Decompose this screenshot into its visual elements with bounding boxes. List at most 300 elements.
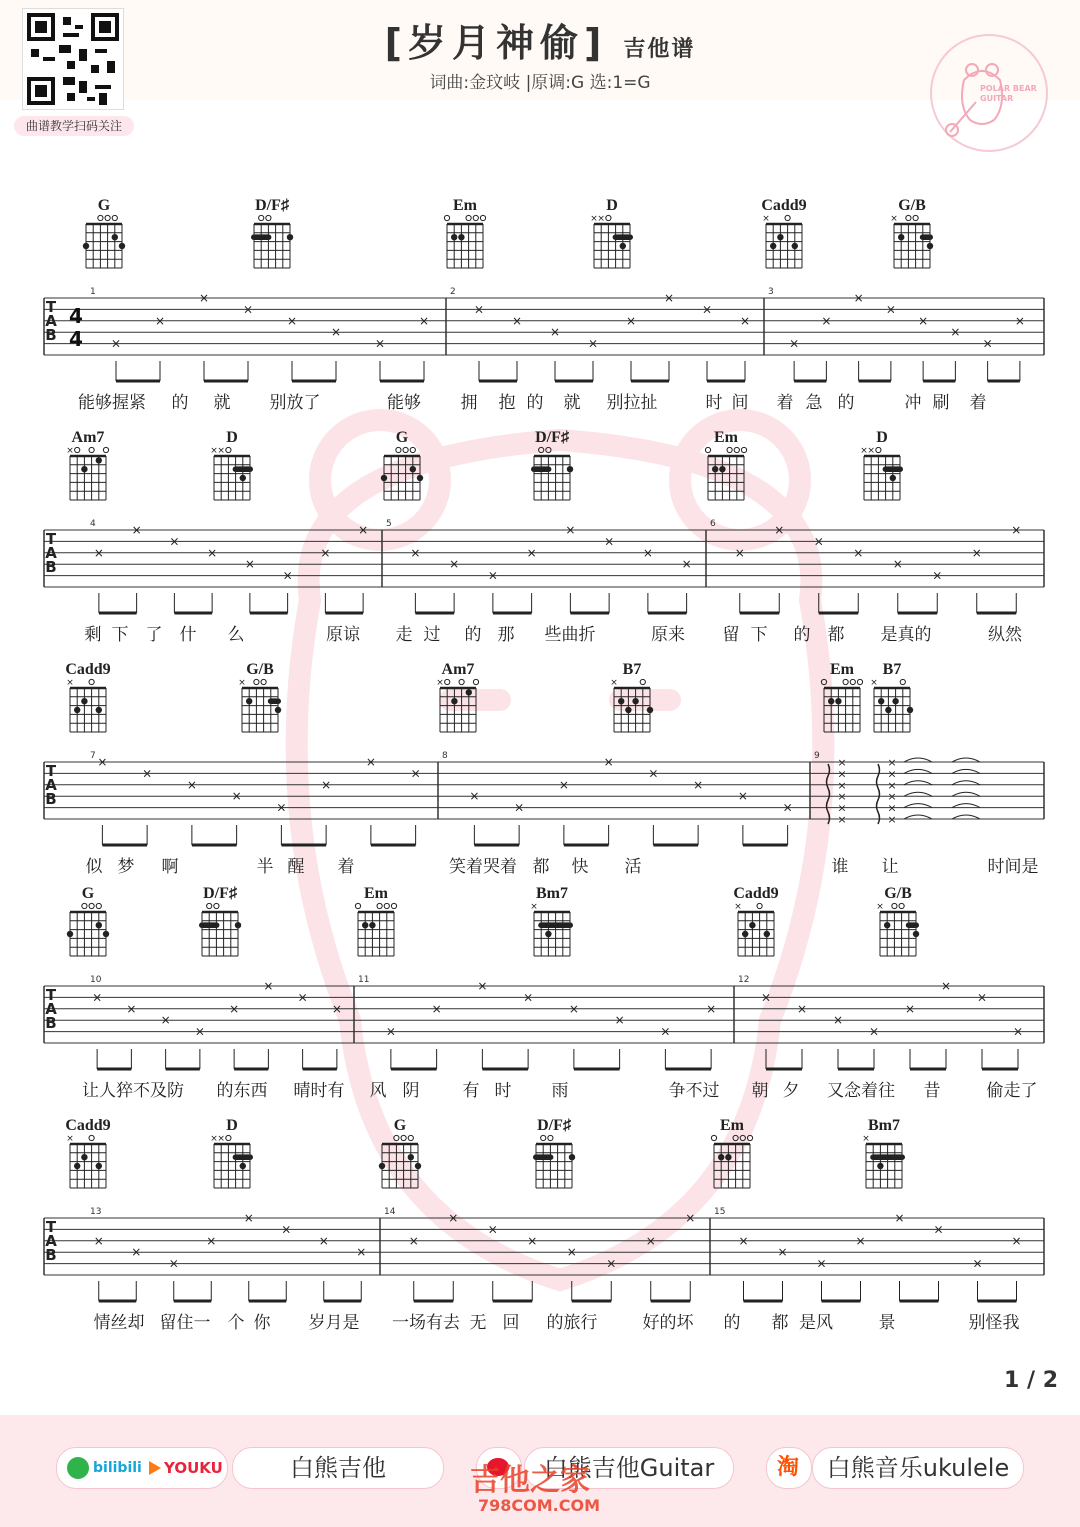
chord-diagram xyxy=(870,661,913,732)
tab-note: × xyxy=(855,1233,866,1248)
tab-note: × xyxy=(526,545,537,560)
chord-diagram xyxy=(355,885,396,956)
tab-note: × xyxy=(565,523,576,537)
measure-number: 13 xyxy=(90,1207,102,1217)
tie-arc xyxy=(904,758,932,762)
lyric-syllable: 快 xyxy=(571,857,589,877)
open-string-mark xyxy=(82,903,87,908)
chord-diagram xyxy=(65,1117,110,1188)
chord-diagram xyxy=(533,1117,575,1188)
lyric-syllable: 别怪我 xyxy=(968,1313,1020,1333)
chord-diagram xyxy=(862,1117,905,1188)
tab-note: × xyxy=(837,813,847,826)
finger-dot xyxy=(246,698,252,704)
chord-diagram xyxy=(610,661,653,732)
tab-clef-letter: B xyxy=(45,1014,57,1032)
lyric-syllable: 醒 xyxy=(287,857,305,877)
lyric-syllable: 让 xyxy=(881,857,899,877)
mute-mark: × xyxy=(860,446,868,456)
finger-dot xyxy=(712,466,718,472)
chord-diagram xyxy=(67,885,109,956)
tab-note: × xyxy=(418,313,430,328)
mute-mark: × xyxy=(762,214,770,224)
tab-note: × xyxy=(286,313,298,328)
chord-diagram xyxy=(436,661,478,732)
tab-note: × xyxy=(1011,523,1022,537)
chord-name: Bm7 xyxy=(536,885,568,902)
lyric-syllable: 夕 xyxy=(782,1081,800,1101)
lyric-syllable: 好的坏 xyxy=(642,1313,694,1333)
finger-dot xyxy=(569,1154,575,1160)
lyric-syllable: 急 xyxy=(805,393,823,413)
open-string-mark xyxy=(541,1135,546,1140)
mute-mark: × xyxy=(66,1134,74,1144)
mute-mark: × xyxy=(876,902,884,912)
tie-arc xyxy=(952,758,980,762)
tab-note: × xyxy=(789,336,800,351)
finger-dot xyxy=(417,475,423,481)
open-string-mark xyxy=(75,447,80,452)
lyric-syllable: 的旅行 xyxy=(546,1313,598,1333)
lyric-syllable: 过 xyxy=(423,625,441,645)
mute-mark: × xyxy=(217,446,225,456)
chord-name: Bm7 xyxy=(868,1117,900,1134)
lyric-syllable: 谁 xyxy=(831,857,849,877)
tab-note: × xyxy=(853,291,864,305)
tab-note: × xyxy=(568,1001,579,1016)
taobao-icon[interactable] xyxy=(766,1447,812,1489)
tab-note: × xyxy=(549,325,561,340)
tab-note: × xyxy=(154,313,166,328)
tab-note: × xyxy=(685,1211,696,1225)
finger-dot xyxy=(74,1163,80,1169)
site-watermark-url: 798COM.COM xyxy=(478,1496,601,1515)
chord-name: B7 xyxy=(622,661,642,678)
channel-name-3[interactable]: 白熊音乐ukulele xyxy=(812,1447,1024,1489)
lyric-syllable: 时 xyxy=(705,393,723,413)
finger-dot xyxy=(381,475,387,481)
finger-dot xyxy=(240,1163,246,1169)
youku-play-icon xyxy=(149,1461,161,1475)
tab-note: × xyxy=(816,1256,827,1271)
chord-name: Cadd9 xyxy=(733,885,779,902)
open-string-mark xyxy=(254,679,259,684)
open-string-mark xyxy=(546,447,551,452)
chord-diagram xyxy=(379,1117,421,1188)
lyric-syllable: 笑着哭着 xyxy=(449,857,517,877)
tab-note: × xyxy=(760,990,772,1005)
tab-note: × xyxy=(837,778,847,792)
open-string-mark xyxy=(539,447,544,452)
tab-note: × xyxy=(282,568,293,583)
open-string-mark xyxy=(606,215,611,220)
lyric-syllable: 梦 xyxy=(117,857,135,877)
chord-name: G xyxy=(97,197,111,214)
tab-note: × xyxy=(331,1001,342,1016)
barre-bar xyxy=(268,698,281,704)
open-string-mark xyxy=(892,903,897,908)
tab-note: × xyxy=(523,990,534,1005)
chord-diagram xyxy=(530,885,573,956)
tab-note: × xyxy=(821,313,832,328)
finger-dot xyxy=(632,698,638,704)
tab-note: × xyxy=(904,1001,916,1016)
finger-dot xyxy=(770,243,776,249)
lyric-syllable: 拥 xyxy=(460,393,478,413)
barre-bar xyxy=(251,234,271,240)
tab-note: × xyxy=(448,1211,459,1225)
tab-note: × xyxy=(853,545,864,560)
chord-diagram xyxy=(761,197,806,268)
finger-dot xyxy=(913,931,919,937)
mute-mark: × xyxy=(867,446,875,456)
open-string-mark xyxy=(226,447,231,452)
finger-dot xyxy=(545,931,551,937)
tab-note: × xyxy=(408,1233,419,1248)
lyric-syllable: 都 xyxy=(771,1313,789,1333)
lyric-syllable: 么 xyxy=(227,625,245,645)
tab-note: × xyxy=(169,534,180,549)
tab-note: × xyxy=(186,777,197,792)
tab-notes xyxy=(94,1211,1022,1301)
finger-dot xyxy=(410,466,416,472)
tab-note: × xyxy=(242,302,254,317)
mute-mark: × xyxy=(66,446,74,456)
time-signature-bottom: 4 xyxy=(69,327,83,351)
lyric-syllable: 半 xyxy=(256,857,274,877)
wechat-icon xyxy=(67,1457,89,1479)
tab-note: × xyxy=(932,568,943,583)
tab-note: × xyxy=(701,302,713,317)
finger-dot xyxy=(458,234,464,240)
open-string-mark xyxy=(355,903,360,908)
measure-number: 2 xyxy=(450,287,456,297)
lyric-syllable: 活 xyxy=(624,857,642,877)
open-string-mark xyxy=(89,447,94,452)
chord-name: B7 xyxy=(882,661,902,678)
chord-name: D/F♯ xyxy=(535,429,569,446)
open-string-mark xyxy=(89,679,94,684)
chord-diagram xyxy=(876,885,919,956)
finger-dot xyxy=(567,466,573,472)
chord-name: Em xyxy=(720,1117,744,1134)
lyric-syllable: 景 xyxy=(878,1313,896,1333)
open-string-mark xyxy=(394,1135,399,1140)
chord-name: D/F♯ xyxy=(255,197,289,214)
lyric-syllable: 让人猝不及防 xyxy=(82,1081,184,1101)
measure-number: 11 xyxy=(358,975,370,985)
tab-note: × xyxy=(933,1222,944,1237)
chord-diagram xyxy=(590,197,633,268)
lyric-syllable: 时 xyxy=(494,1081,512,1101)
tab-note: × xyxy=(374,336,386,351)
chord-name: G/B xyxy=(898,197,926,214)
tab-note: × xyxy=(330,325,342,340)
chord-diagram xyxy=(83,197,125,268)
open-string-mark xyxy=(103,447,108,452)
platform-badges[interactable] xyxy=(56,1447,228,1489)
open-string-mark xyxy=(401,1135,406,1140)
channel-name-1[interactable]: 白熊吉他 xyxy=(232,1447,444,1489)
open-string-mark xyxy=(727,447,732,452)
tab-note: × xyxy=(887,778,897,792)
chord-name: G xyxy=(81,885,95,902)
tab-note: × xyxy=(194,1024,205,1039)
tie-arc xyxy=(952,769,980,773)
title-text: [岁月神偷] xyxy=(384,21,608,65)
finger-dot xyxy=(240,475,246,481)
tab-note: × xyxy=(297,990,308,1005)
open-string-mark xyxy=(207,903,212,908)
tie-arc xyxy=(904,815,932,819)
finger-dot xyxy=(647,707,653,713)
finger-dot xyxy=(112,234,118,240)
lyric-syllable: 争不过 xyxy=(668,1081,720,1101)
tab-note: × xyxy=(318,1233,329,1248)
tab-note: × xyxy=(168,1256,179,1271)
lyric-syllable: 着 xyxy=(337,857,355,877)
tab-system-4 xyxy=(0,878,1080,1118)
page-number: 1 / 2 xyxy=(1004,1368,1058,1393)
mute-mark: × xyxy=(210,446,218,456)
lyric-syllable: 都 xyxy=(532,857,550,877)
finger-dot xyxy=(835,698,841,704)
mute-mark: × xyxy=(238,678,246,688)
tab-note: × xyxy=(558,777,569,792)
finger-dot xyxy=(764,931,770,937)
chord-name: D xyxy=(606,197,618,214)
lyric-syllable: 着 xyxy=(969,393,987,413)
mute-mark: × xyxy=(862,1134,870,1144)
lyric-syllable: 什 xyxy=(179,625,197,645)
open-string-mark xyxy=(711,1135,716,1140)
open-string-mark xyxy=(396,447,401,452)
lyric-syllable: 的 xyxy=(464,625,482,645)
chord-name: D xyxy=(226,1117,238,1134)
tab-note: × xyxy=(207,545,218,560)
tab-notes xyxy=(92,979,1023,1069)
lyric-syllable: 间 xyxy=(731,393,749,413)
tab-note: × xyxy=(837,756,847,769)
tab-note: × xyxy=(243,1211,254,1225)
tab-note: × xyxy=(660,1024,671,1039)
tab-note: × xyxy=(385,1024,396,1039)
open-string-mark xyxy=(403,447,408,452)
finger-dot xyxy=(235,922,241,928)
tab-note: × xyxy=(777,1245,788,1260)
open-string-mark xyxy=(98,215,103,220)
lyric-syllable: 时间是 xyxy=(987,857,1039,877)
youku-label: YOUKU xyxy=(164,1459,223,1477)
open-string-mark xyxy=(850,679,855,684)
open-string-mark xyxy=(259,215,264,220)
lyric-syllable: 的 xyxy=(526,393,544,413)
title-subtitle: 吉他谱 xyxy=(623,37,696,62)
open-string-mark xyxy=(857,679,862,684)
tab-note: × xyxy=(837,790,847,804)
tab-note: × xyxy=(527,1233,538,1248)
chord-name: Am7 xyxy=(441,661,475,678)
chord-name: G xyxy=(393,1117,407,1134)
lyric-syllable: 那 xyxy=(497,625,515,645)
tab-note: × xyxy=(603,755,614,769)
finger-dot xyxy=(620,243,626,249)
tie-arc xyxy=(904,804,932,808)
tab-note: × xyxy=(832,1013,844,1028)
chord-diagram xyxy=(821,661,862,732)
tab-notes xyxy=(111,291,1025,381)
tab-note: × xyxy=(887,767,897,781)
tab-note: × xyxy=(737,789,748,804)
lyric-syllable: 回 xyxy=(502,1313,520,1333)
tie-arc xyxy=(904,769,932,773)
lyric-syllable: 些曲折 xyxy=(544,625,596,645)
tie-arc xyxy=(952,792,980,796)
lyric-syllable: 有 xyxy=(462,1081,480,1101)
tab-note: × xyxy=(739,313,751,328)
finger-dot xyxy=(749,922,755,928)
finger-dot xyxy=(119,243,125,249)
chord-diagram xyxy=(238,661,281,732)
tab-note: × xyxy=(1012,1024,1024,1039)
tab-note: × xyxy=(469,789,480,804)
tab-note: × xyxy=(887,790,897,804)
mute-mark: × xyxy=(66,678,74,688)
finger-dot xyxy=(907,707,913,713)
channel-name-2[interactable]: 白熊吉他Guitar xyxy=(524,1447,734,1489)
tab-note: × xyxy=(606,1256,617,1271)
finger-dot xyxy=(67,931,73,937)
tab-note: × xyxy=(131,1245,142,1260)
tab-note: × xyxy=(131,523,142,537)
tab-note: × xyxy=(449,557,460,572)
tab-notes xyxy=(94,523,1021,613)
mute-mark: × xyxy=(890,214,898,224)
open-string-mark xyxy=(913,215,918,220)
chord-name: D xyxy=(226,429,238,446)
song-credits: 词曲:金玟岐 |原调:G 选:1=G xyxy=(429,73,651,93)
lyric-syllable: 能够 xyxy=(387,393,421,413)
tie-arc xyxy=(952,804,980,808)
tab-note: × xyxy=(837,767,847,781)
lyric-syllable: 风 xyxy=(369,1081,387,1101)
tab-note: × xyxy=(648,766,659,781)
open-string-mark xyxy=(384,903,389,908)
measure-number: 5 xyxy=(386,519,392,529)
chord-diagram xyxy=(860,429,903,500)
open-string-mark xyxy=(391,903,396,908)
measure-number: 6 xyxy=(710,519,716,529)
chord-diagram xyxy=(65,661,110,732)
barre-bar xyxy=(613,234,633,240)
lyric-syllable: 岁月是 xyxy=(308,1313,360,1333)
chord-name: Cadd9 xyxy=(65,1117,111,1134)
open-string-mark xyxy=(480,215,485,220)
tab-note: × xyxy=(887,813,897,826)
tab-note: × xyxy=(487,568,498,583)
tab-note: × xyxy=(604,534,615,549)
finger-dot xyxy=(792,243,798,249)
finger-dot xyxy=(890,475,896,481)
finger-dot xyxy=(742,931,748,937)
tie-arc xyxy=(904,781,932,785)
bilibili-label: bilibili xyxy=(93,1460,142,1476)
tab-clef-letter: A xyxy=(45,544,57,562)
tab-note: × xyxy=(514,800,525,815)
open-string-mark xyxy=(473,215,478,220)
tab-note: × xyxy=(663,291,675,305)
open-string-mark xyxy=(112,215,117,220)
open-string-mark xyxy=(785,215,790,220)
mute-mark: × xyxy=(610,678,618,688)
logo-text: POLAR BEAR GUITAR xyxy=(980,84,1037,103)
open-string-mark xyxy=(408,1135,413,1140)
chord-diagram xyxy=(705,429,746,500)
lyric-syllable: 朝 xyxy=(751,1081,769,1101)
tab-system-5 xyxy=(0,1110,1080,1350)
barre-bar xyxy=(906,922,919,928)
tab-note: × xyxy=(982,336,993,351)
polar-bear-logo xyxy=(930,34,1048,152)
chord-name: Em xyxy=(364,885,388,902)
open-string-mark xyxy=(705,447,710,452)
finger-dot xyxy=(96,1163,102,1169)
mute-mark: × xyxy=(597,214,605,224)
tab-note: × xyxy=(160,1013,171,1028)
chord-name: D/F♯ xyxy=(203,885,237,902)
finger-dot xyxy=(892,698,898,704)
chord-name: Em xyxy=(453,197,477,214)
mute-mark: × xyxy=(734,902,742,912)
tab-note: × xyxy=(868,1024,880,1039)
lyric-syllable: 都 xyxy=(827,625,845,645)
finger-dot xyxy=(83,243,89,249)
measure-number: 15 xyxy=(714,1207,726,1217)
finger-dot xyxy=(719,466,725,472)
lyric-syllable: 了 xyxy=(145,625,163,645)
tab-clef-letter: T xyxy=(45,298,57,316)
measure-number: 12 xyxy=(738,975,750,985)
barre-bar xyxy=(883,466,903,472)
open-string-mark xyxy=(473,679,478,684)
open-string-mark xyxy=(843,679,848,684)
tab-note: × xyxy=(320,545,331,560)
tab-note: × xyxy=(885,302,896,317)
tab-note: × xyxy=(734,545,745,560)
lyric-syllable: 的 xyxy=(793,625,811,645)
finger-dot xyxy=(877,1163,883,1169)
finger-dot xyxy=(81,466,87,472)
open-string-mark xyxy=(548,1135,553,1140)
tab-clef-letter: B xyxy=(45,1246,57,1264)
tab-clef-letter: A xyxy=(45,1000,57,1018)
chord-name: Cadd9 xyxy=(65,661,111,678)
tab-note: × xyxy=(431,1001,442,1016)
tab-note: × xyxy=(837,801,847,815)
open-string-mark xyxy=(757,903,762,908)
chord-diagram xyxy=(199,885,241,956)
measure-number: 3 xyxy=(768,287,774,297)
open-string-mark xyxy=(410,447,415,452)
lyric-syllable: 剩 xyxy=(84,625,102,645)
tab-system-3 xyxy=(0,654,1080,894)
lyric-syllable: 无 xyxy=(469,1313,487,1333)
lyric-syllable: 的 xyxy=(723,1313,741,1333)
finger-dot xyxy=(885,707,891,713)
tab-system-2 xyxy=(0,422,1080,662)
chord-diagram xyxy=(733,885,778,956)
tab-note: × xyxy=(894,1211,905,1225)
